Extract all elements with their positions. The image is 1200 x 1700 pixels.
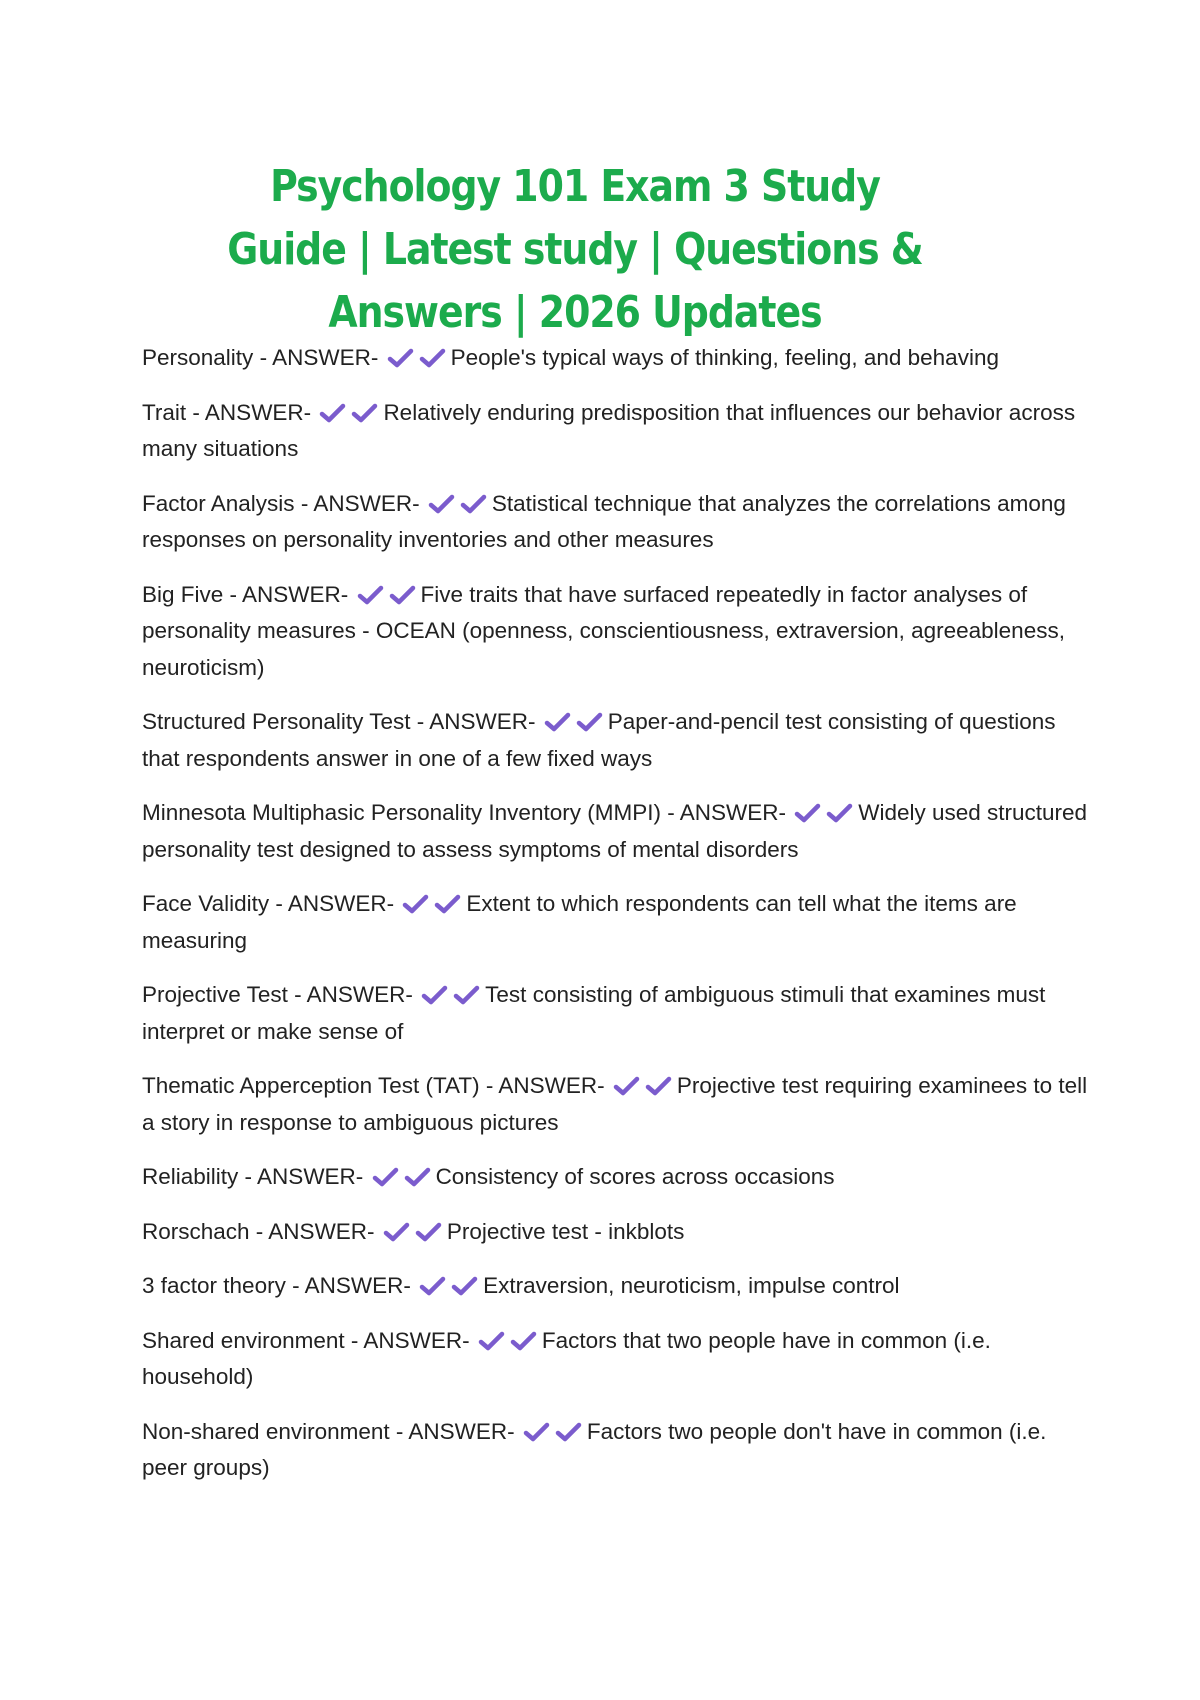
- qa-term: Structured Personality Test: [142, 709, 411, 734]
- checkmark-icon: [402, 894, 429, 914]
- qa-entry: [142, 1068, 1092, 1141]
- qa-term: Thematic Apperception Test (TAT): [142, 1073, 480, 1098]
- answer-label: - ANSWER-: [269, 891, 401, 916]
- checkmark-icon: [351, 403, 378, 423]
- qa-entry: [142, 486, 1092, 559]
- qa-term: 3 factor theory: [142, 1273, 286, 1298]
- qa-term: Minnesota Multiphasic Personality Inventory (MMPI): [142, 800, 661, 825]
- qa-answer: Projective test requiring examinees to tell a story in response to ambiguous pictures: [142, 1073, 1088, 1135]
- checkmark-icon: [576, 712, 603, 732]
- answer-label: - ANSWER-: [389, 1418, 521, 1444]
- qa-entry: [142, 1159, 1092, 1196]
- answer-label: - ANSWER-: [186, 399, 318, 425]
- answer-label: - ANSWER-: [223, 581, 355, 607]
- checkmark-icon: [645, 1076, 672, 1096]
- qa-answer: Consistency of scores across occasions: [435, 1164, 835, 1189]
- qa-answer: Test consisting of ambiguous stimuli that examines must interpret or make sense of: [142, 982, 1046, 1044]
- checkmark-icon: [555, 1422, 582, 1442]
- qa-answer: Five traits that have surfaced repeatedly in factor analyses of personality measures - OCEAN (openness, conscientiousness, extraversion, agreeableness, neuroticism): [142, 581, 1065, 680]
- qa-term: Face Validity: [142, 891, 270, 916]
- qa-term: Trait: [142, 399, 187, 425]
- qa-entry: [142, 795, 1092, 868]
- checkmark-icon: [826, 803, 853, 823]
- checkmark-icon: [387, 348, 414, 368]
- qa-term: Reliability: [142, 1164, 239, 1189]
- answer-label: - ANSWER-: [344, 1327, 476, 1353]
- answer-label: - ANSWER-: [238, 1164, 370, 1189]
- checkmark-icon: [383, 1222, 410, 1242]
- qa-term: Shared environment: [142, 1327, 345, 1353]
- qa-entry: [142, 1414, 1092, 1487]
- checkmark-icon: [389, 585, 416, 605]
- checkmark-icon: [523, 1422, 550, 1442]
- checkmark-icon: [451, 1276, 478, 1296]
- checkmark-icon: [453, 985, 480, 1005]
- qa-entry: [142, 395, 1092, 468]
- answer-label: - ANSWER-: [294, 490, 426, 516]
- checkmark-icon: [404, 1167, 431, 1187]
- qa-answer: Paper-and-pencil test consisting of questions that respondents answer in one of a few fixed ways: [142, 709, 1056, 771]
- checkmark-icon: [478, 1331, 505, 1351]
- qa-entry: [142, 886, 1092, 959]
- answer-label: - ANSWER-: [249, 1218, 381, 1244]
- qa-answer: Widely used structured personality test designed to assess symptoms of mental disorders: [142, 800, 1088, 862]
- checkmark-icon: [460, 494, 487, 514]
- qa-entry: [142, 1214, 1092, 1251]
- qa-entry: [142, 340, 1092, 377]
- qa-term: Big Five: [142, 581, 224, 607]
- answer-label: - ANSWER-: [285, 1273, 418, 1298]
- qa-entry: [142, 577, 1092, 687]
- qa-answer: Relatively enduring predisposition that influences our behavior across many situations: [142, 399, 1076, 461]
- qa-term: Personality: [142, 345, 254, 370]
- qa-answer: Projective test - inkblots: [446, 1218, 685, 1244]
- qa-list: [142, 340, 1092, 1505]
- qa-answer: People's typical ways of thinking, feeling, and behaving: [450, 345, 999, 370]
- checkmark-icon: [544, 712, 571, 732]
- qa-answer: Extraversion, neuroticism, impulse control: [483, 1273, 900, 1298]
- answer-label: - ANSWER-: [660, 800, 793, 825]
- answer-label: - ANSWER-: [410, 709, 542, 734]
- answer-label: - ANSWER-: [253, 345, 385, 370]
- qa-term: Factor Analysis: [142, 490, 295, 516]
- qa-entry: [142, 1268, 1092, 1305]
- answer-label: - ANSWER-: [287, 982, 420, 1007]
- qa-term: Projective Test: [142, 982, 288, 1007]
- page-title: Psychology 101 Exam 3 Study Guide | Latest study | Questions & Answers | 2026 Updates: [227, 161, 923, 338]
- checkmark-icon: [510, 1331, 537, 1351]
- checkmark-icon: [372, 1167, 399, 1187]
- checkmark-icon: [613, 1076, 640, 1096]
- qa-answer: Extent to which respondents can tell what the items are measuring: [142, 891, 1017, 953]
- checkmark-icon: [415, 1222, 442, 1242]
- qa-term: Non-shared environment: [142, 1418, 390, 1444]
- qa-entry: [142, 704, 1092, 777]
- qa-term: Rorschach: [142, 1218, 250, 1244]
- answer-label: - ANSWER-: [479, 1073, 611, 1098]
- checkmark-icon: [434, 894, 461, 914]
- checkmark-icon: [357, 585, 384, 605]
- checkmark-icon: [319, 403, 346, 423]
- checkmark-icon: [419, 1276, 446, 1296]
- checkmark-icon: [428, 494, 455, 514]
- checkmark-icon: [419, 348, 446, 368]
- qa-entry: [142, 977, 1092, 1050]
- qa-answer: Factors two people don't have in common (i.e. peer groups): [142, 1418, 1047, 1480]
- checkmark-icon: [794, 803, 821, 823]
- qa-answer: Statistical technique that analyzes the correlations among responses on personality inventories and other measures: [142, 490, 1066, 552]
- qa-answer: Factors that two people have in common (i.e. household): [142, 1327, 991, 1389]
- checkmark-icon: [421, 985, 448, 1005]
- qa-entry: [142, 1323, 1092, 1396]
